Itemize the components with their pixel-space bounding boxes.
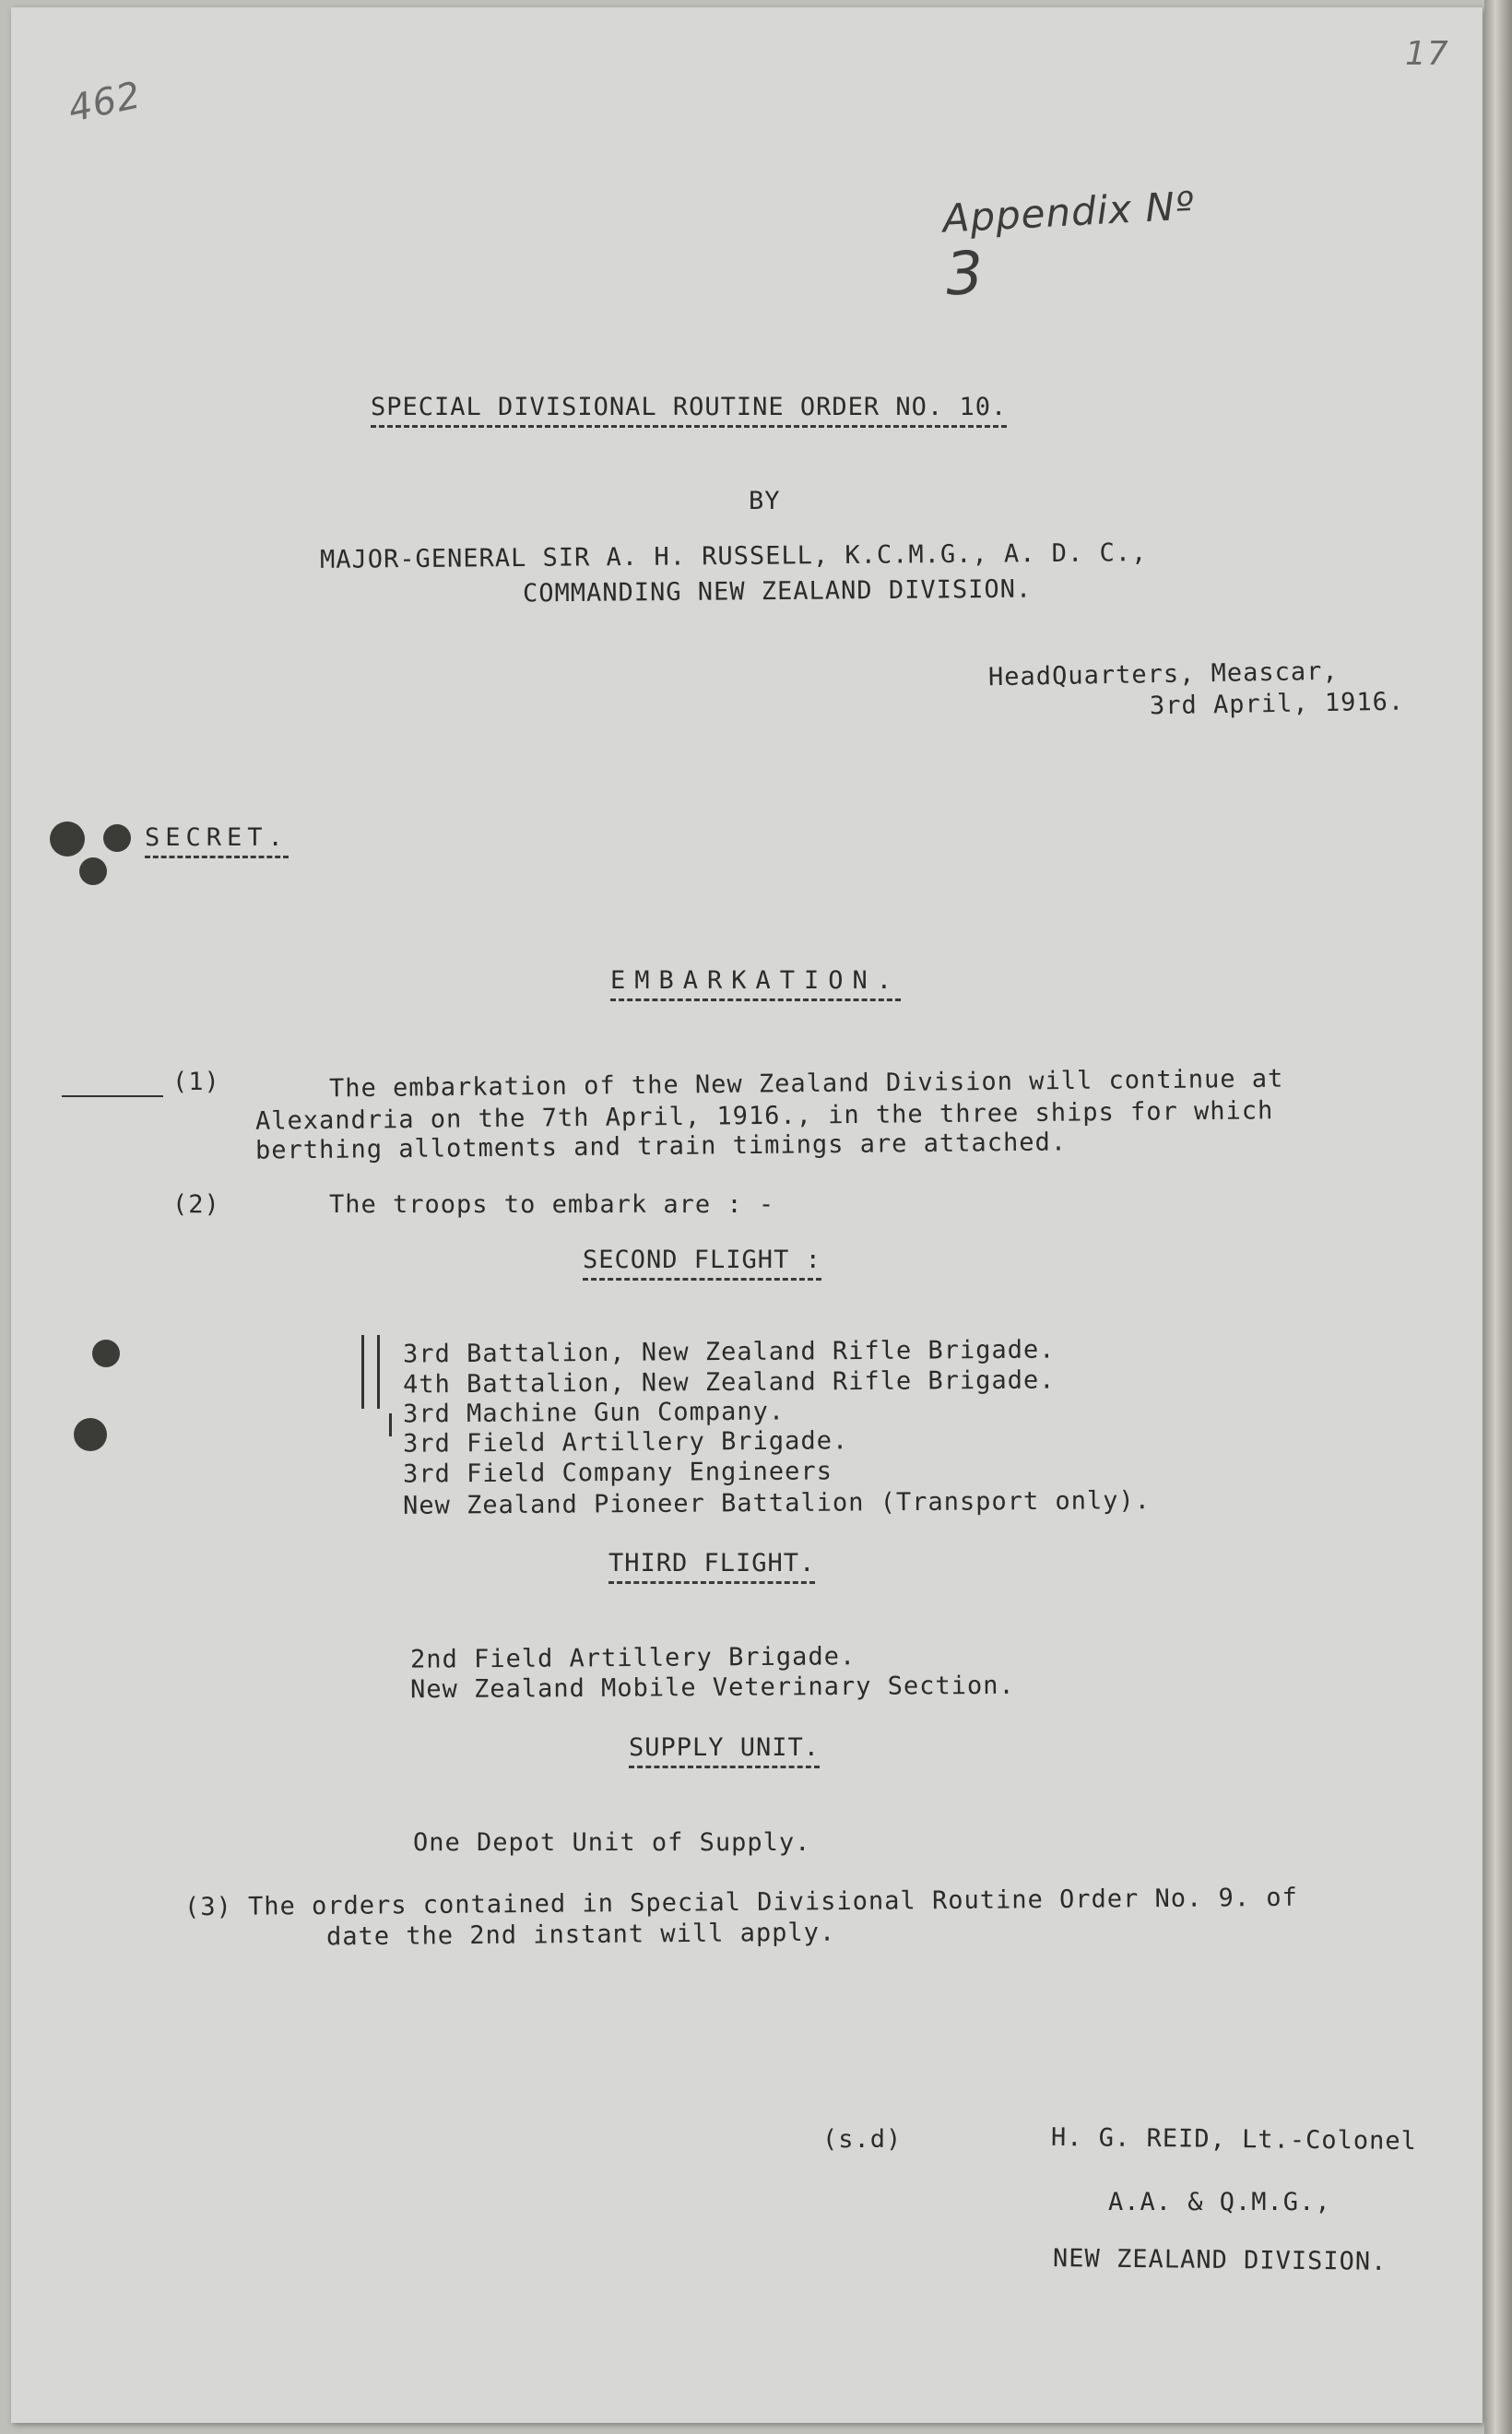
punch-hole [74,1418,107,1451]
list-item: 3rd Field Company Engineers [402,1457,833,1489]
list-item: 2nd Field Artillery Brigade. [409,1642,856,1674]
paragraph-1-line-3: berthing allotments and train timings are attached. [254,1128,1068,1165]
punch-hole [50,821,85,857]
headquarters-location: HeadQuarters, Meascar, [987,656,1339,692]
paragraph-2-number: (2) [172,1190,220,1219]
paragraph-1-number: (1) [172,1068,220,1096]
signatory-division: NEW ZEALAND DIVISION. [1052,2244,1388,2276]
order-title: SPECIAL DIVISIONAL ROUTINE ORDER NO. 10. [371,393,1007,428]
paragraph-1-line-1: The embarkation of the New Zealand Division will continue at [328,1064,1284,1104]
third-flight-heading: THIRD FLIGHT. [608,1549,815,1584]
supply-unit-item: One Depot Unit of Supply. [413,1828,811,1857]
order-date: 3rd April, 1916. [1149,687,1405,721]
signatory-role: A.A. & Q.M.G., [1108,2188,1331,2216]
list-item: 3rd Battalion, New Zealand Rifle Brigade. [402,1335,1056,1369]
paragraph-3-line-1: (3) The orders contained in Special Divisional Routine Order No. 9. of [183,1883,1299,1922]
second-flight-heading: SECOND FLIGHT : [583,1246,821,1281]
punch-hole [92,1340,120,1367]
signed-mark: (s.d) [822,2125,903,2154]
issuer-command: COMMANDING NEW ZEALAND DIVISION. [522,574,1033,608]
paragraph-2-text: The troops to embark are : - [329,1190,775,1219]
by-line: BY [749,487,781,515]
document-page [11,7,1482,2423]
margin-mark [377,1335,380,1409]
list-item: 4th Battalion, New Zealand Rifle Brigade. [402,1365,1056,1400]
appendix-label: Appendix Nº 3 [941,183,1196,310]
paragraph-3-line-2: date the 2nd instant will apply. [325,1918,836,1952]
signatory-name: H. G. REID, Lt.-Colonel [1050,2122,1418,2156]
folio-number-right: 17 [1405,35,1449,73]
margin-mark [389,1413,392,1436]
list-item: New Zealand Mobile Veterinary Section. [409,1671,1015,1705]
margin-line [62,1095,163,1097]
issuer-name: MAJOR-GENERAL SIR A. H. RUSSELL, K.C.M.G., A. D. C., [319,538,1148,574]
punch-hole [79,857,107,885]
punch-hole [103,824,131,852]
paragraph-1-line-2: Alexandria on the 7th April, 1916., in the three ships for which [254,1096,1274,1136]
page-edge [1484,0,1512,2434]
section-heading: EMBARKATION. [610,966,901,1001]
margin-mark [361,1335,364,1409]
list-item: New Zealand Pioneer Battalion (Transport only). [402,1486,1152,1520]
classification-secret: SECRET. [145,823,289,858]
folio-number-left: 462 [65,74,146,131]
list-item: 3rd Machine Gun Company. [402,1397,786,1429]
supply-unit-heading: SUPPLY UNIT. [629,1733,820,1768]
list-item: 3rd Field Artillery Brigade. [402,1426,849,1459]
